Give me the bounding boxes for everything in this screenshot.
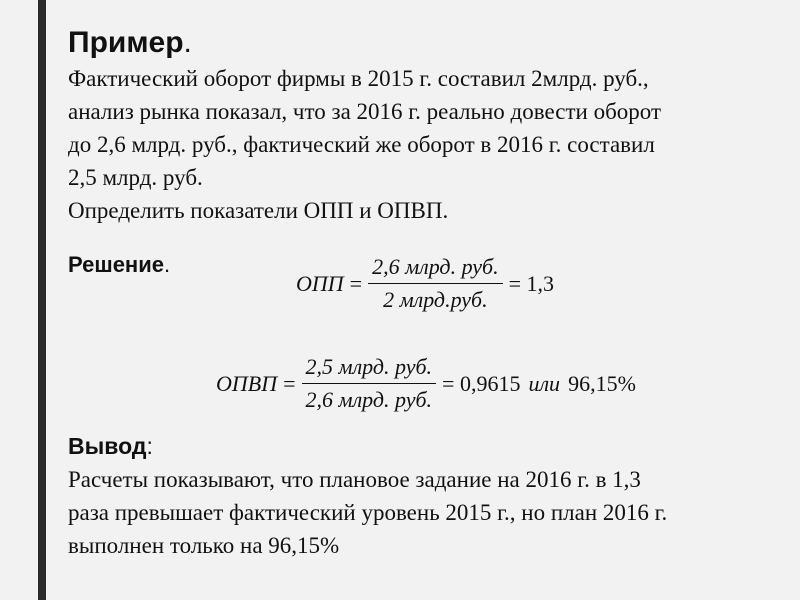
formula-opp-denominator: 2 млрд.руб. <box>383 287 488 312</box>
formula-opvp-result-percent: 96,15% <box>568 370 636 396</box>
formula-opp-fraction <box>368 254 503 313</box>
slide-title <box>68 26 192 60</box>
problem-statement <box>68 62 788 227</box>
formula-opvp-lhs: ОПВП <box>216 370 278 396</box>
formula-opvp-fraction <box>302 354 437 413</box>
conclusion <box>68 430 788 562</box>
formula-opvp-eq: = <box>283 370 296 396</box>
formula-opp <box>296 254 554 313</box>
problem-line: анализ рынка показал, что за 2016 г. реально довести оборот <box>68 99 662 124</box>
conclusion-line: выполнен только на 96,15% <box>68 533 340 558</box>
formula-opp-eq: = <box>349 270 363 296</box>
formula-opvp-result: = 0,9615 <box>442 370 521 396</box>
solution-text: Решение <box>68 252 164 277</box>
problem-line: 2,5 млрд. руб. <box>68 165 203 190</box>
formula-opvp-connector: или <box>528 370 561 396</box>
solution-punct: . <box>163 252 171 277</box>
problem-line: до 2,6 млрд. руб., фактический же оборот в 2016 г. составил <box>68 132 655 157</box>
formula-opp-numerator: 2,6 млрд. руб. <box>368 254 503 284</box>
formula-opp-lhs: ОПП <box>296 270 344 296</box>
formula-opp-result: = 1,3 <box>508 270 555 296</box>
conclusion-heading <box>68 430 788 463</box>
problem-line: Фактический оборот фирмы в 2015 г. составил 2млрд. руб., <box>68 66 649 91</box>
title-text: Пример <box>68 26 184 59</box>
title-punct: . <box>183 26 192 59</box>
conclusion-heading-punct: : <box>146 433 153 459</box>
formula-opvp-numerator: 2,5 млрд. руб. <box>302 354 437 384</box>
solution-heading <box>68 252 170 278</box>
conclusion-heading-text: Вывод <box>68 433 147 459</box>
formula-opvp <box>216 354 636 413</box>
conclusion-line: Расчеты показывают, что плановое задание на 2016 г. в 1,3 <box>68 467 641 492</box>
problem-task-line: Определить показатели ОПП и ОПВП. <box>68 198 449 223</box>
left-accent-bar <box>38 0 46 600</box>
conclusion-line: раза превышает фактический уровень 2015 г., но план 2016 г. <box>68 500 668 525</box>
formula-opvp-denominator: 2,6 млрд. руб. <box>305 387 433 412</box>
